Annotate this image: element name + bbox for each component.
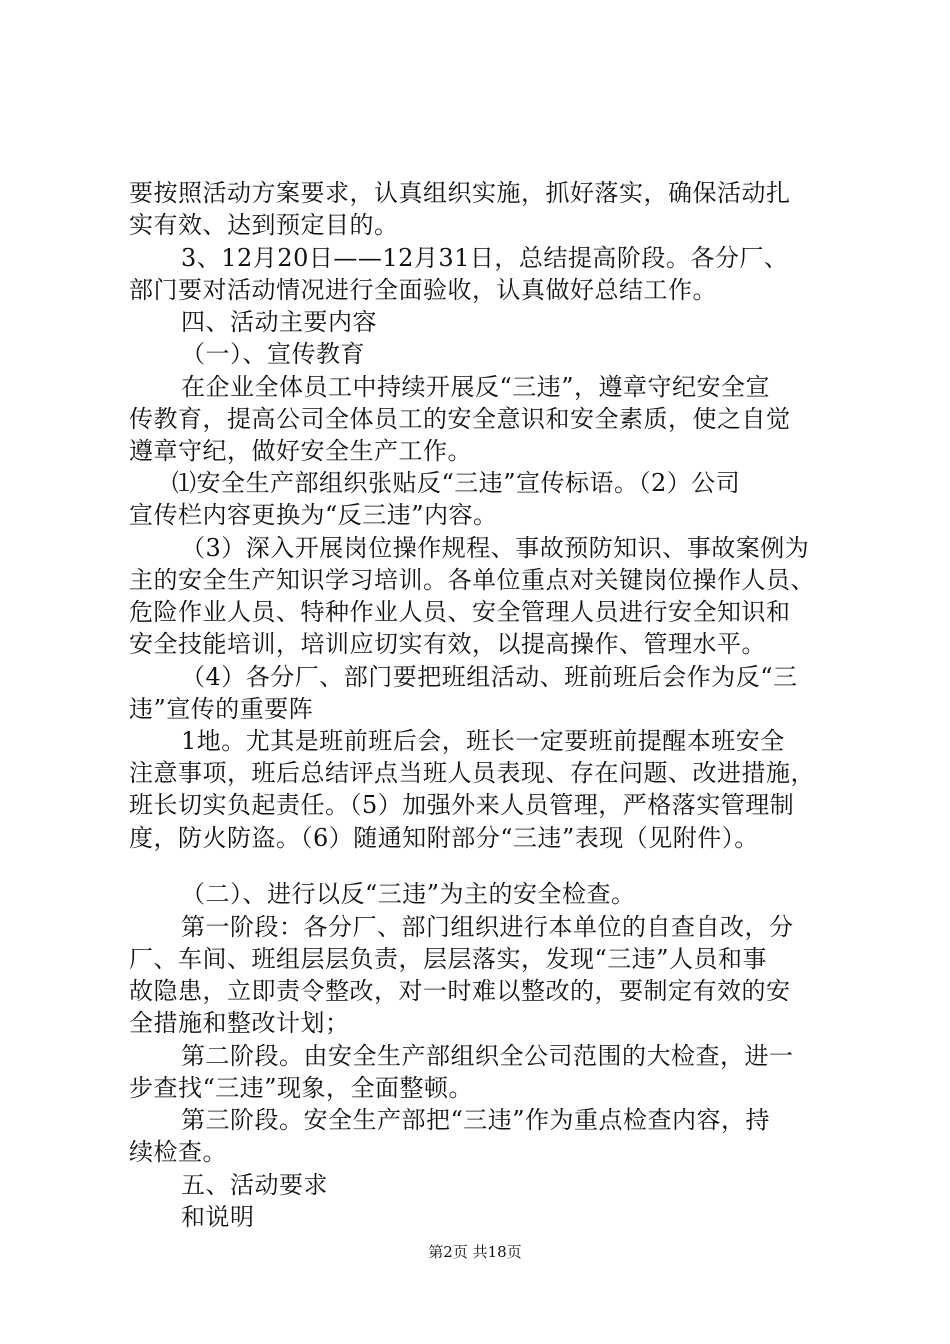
text-line: 故隐患，立即责令整改，对一时难以整改的，要制定有效的安 [129,977,791,1005]
subsection-heading: （一）、宣传教育 [181,340,365,368]
section-heading: 四、活动主要内容 [181,308,377,336]
page-number-footer: 第2页 共18页 [428,1243,522,1261]
text-line: 度，防火防盗。（6）随通知附部分“三违”表现（见附件）。 [129,824,759,852]
text-line: 3、12月20日——12月31日，总结提高阶段。各分厂、 [181,244,789,272]
text-line: 注意事项，班后总结评点当班人员表现、存在问题、改进措施， [129,759,815,787]
text-line: 续检查。 [129,1138,227,1166]
text-line: 传教育，提高公司全体员工的安全意识和安全素质，使之自觉 [129,405,791,433]
text-line: 第三阶段。安全生产部把“三违”作为重点检查内容，持 [181,1106,771,1134]
text-line: （4）各分厂、部门要把班组活动、班前班后会作为反“三 [181,663,798,691]
text-line: 遵章守纪，做好安全生产工作。 [129,437,472,465]
text-line: 在企业全体员工中持续开展反“三违”，遵章守纪安全宣 [181,373,771,401]
text-line: 全措施和整改计划； [129,1009,350,1037]
text-line: 要按照活动方案要求，认真组织实施，抓好落实，确保活动扎 [129,179,791,207]
text-line: 主的安全生产知识学习培训。各单位重点对关键岗位操作人员、 [129,566,815,594]
text-line: 第二阶段。由安全生产部组织全公司范围的大检查，进一 [181,1042,794,1070]
text-line: 和说明 [181,1203,255,1231]
text-line: ⑴安全生产部组织张贴反“三违”宣传标语。（2）公司 [172,469,741,497]
text-line: 厂、车间、班组层层负责，层层落实，发现“三违”人员和事 [129,945,768,973]
text-line: 步查找“三违”现象，全面整顿。 [129,1074,474,1102]
text-line: 宣传栏内容更换为“反三违”内容。 [129,501,498,529]
text-line: （3）深入开展岗位操作规程、事故预防知识、事故案例为 [181,534,810,562]
text-line: 部门要对活动情况进行全面验收，认真做好总结工作。 [129,276,717,304]
text-line: 危险作业人员、特种作业人员、安全管理人员进行安全知识和 [129,598,791,626]
text-line: 班长切实负起责任。（5）加强外来人员管理，严格落实管理制 [129,791,795,819]
text-line: 违”宣传的重要阵 [129,695,314,723]
text-line: 第一阶段：各分厂、部门组织进行本单位的自查自改，分 [181,913,794,941]
text-line: 安全技能培训，培训应切实有效，以提高操作、管理水平。 [129,630,766,658]
subsection-heading: （二）、进行以反“三违”为主的安全检查。 [181,880,636,908]
text-line: 1地。尤其是班前班后会，班长一定要班前提醒本班安全 [181,727,785,755]
text-line: 实有效、达到预定目的。 [129,211,399,239]
section-heading: 五、活动要求 [181,1171,328,1199]
